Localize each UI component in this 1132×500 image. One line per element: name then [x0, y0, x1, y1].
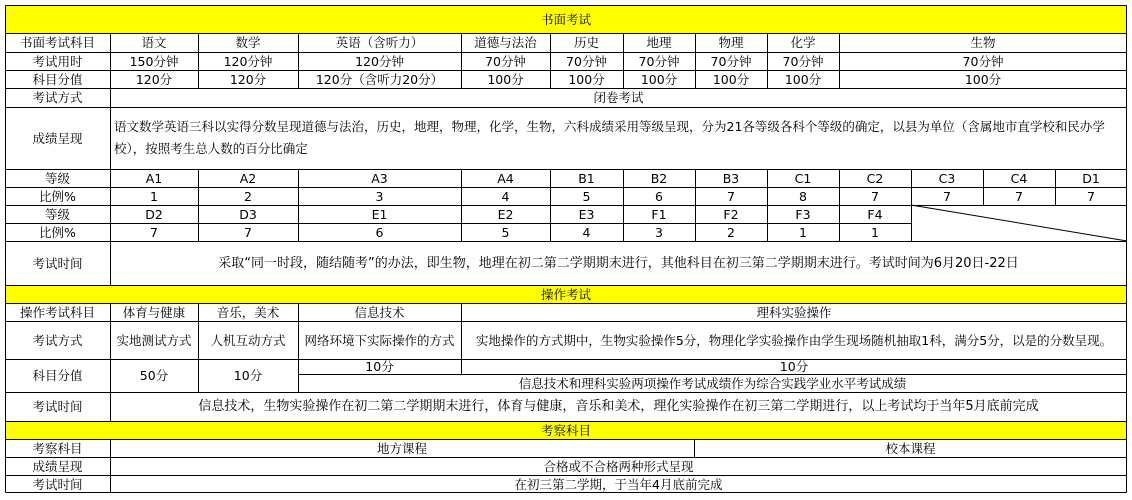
ratio-F2: 2 [727, 224, 735, 240]
subject-chinese: 语文 [141, 35, 167, 50]
grade-B2: B2 [650, 170, 668, 186]
practical-score-pe: 50分 [139, 368, 169, 383]
subject-history: 历史 [573, 35, 599, 50]
written-result-header: 成绩呈现 [32, 130, 83, 146]
time-morality-law: 70分钟 [485, 53, 526, 69]
practical-subject-music-art: 音乐，美术 [216, 304, 280, 320]
practical-exam-title: 操作考试 [5, 285, 1127, 303]
ratio-E2: 5 [501, 224, 510, 240]
grade-header-1: 等级 [44, 170, 70, 186]
grade-D2: D2 [145, 206, 163, 222]
score-chinese: 120分 [135, 71, 173, 87]
ratio-header-2: 比例% [39, 224, 76, 240]
time-physics: 70分钟 [710, 53, 752, 69]
time-chinese: 150分钟 [129, 53, 179, 69]
ratio-A1: 1 [150, 188, 158, 204]
grade-D1: D1 [1082, 170, 1100, 186]
practical-subject-pe: 体育与健康 [122, 304, 186, 320]
ratio-B3: 7 [727, 188, 735, 204]
ratio-C3: 7 [943, 188, 951, 204]
written-method: 闭卷考试 [593, 90, 644, 105]
grade-A2: A2 [239, 170, 257, 186]
score-chemistry: 100分 [784, 71, 822, 87]
grade-E3: E3 [578, 206, 595, 222]
inspection-result-text: 合格或不合格两种形式呈现 [543, 458, 694, 474]
time-history: 70分钟 [566, 53, 607, 69]
written-exam-title: 书面考试 [5, 5, 1127, 33]
grade-A1: A1 [145, 170, 163, 186]
practical-method-it: 网络环境下实际操作的方式 [304, 332, 455, 348]
ratio-E1: 6 [375, 224, 384, 240]
practical-score-header: 科目分值 [32, 368, 83, 383]
ratio-A2: 2 [244, 188, 252, 204]
ratio-E3: 4 [582, 224, 591, 240]
ratio-C4: 7 [1015, 188, 1023, 204]
subject-chemistry: 化学 [790, 35, 816, 50]
grade-D3: D3 [239, 206, 257, 222]
ratio-D2: 7 [150, 224, 158, 240]
practical-method-music-art: 人机互动方式 [210, 332, 286, 348]
ratio-B2: 6 [655, 188, 663, 204]
written-exam-time: 采取“同一时段，随结随考”的办法，即生物，地理在初二第二学期期末进行，其他科目在初三第二学期期末进行。考试时间为6月20日-22日 [218, 255, 1019, 271]
time-geography: 70分钟 [638, 53, 680, 69]
score-history: 100分 [568, 71, 605, 87]
grade-B3: B3 [722, 170, 740, 186]
subject-english: 英语（含听力） [335, 35, 424, 50]
score-english: 120分（含听力20分） [315, 71, 444, 87]
practical-method-header: 考试方式 [32, 332, 83, 348]
ratio-F4: 1 [871, 224, 879, 240]
ratio-F1: 3 [655, 224, 663, 240]
score-geography: 100分 [640, 71, 678, 87]
score-morality-law: 100分 [487, 71, 524, 87]
practical-time-header: 考试时间 [32, 399, 83, 414]
grade-F4: F4 [867, 206, 883, 222]
ratio-A4: 4 [501, 188, 510, 204]
ratio-D1: 7 [1087, 188, 1095, 204]
practical-subject-it: 信息技术 [354, 304, 405, 320]
time-chemistry: 70分钟 [782, 53, 824, 69]
practical-method-pe: 实地测试方式 [116, 332, 192, 348]
written-score-header: 科目分值 [32, 71, 83, 87]
ratio-header-1: 比例% [39, 188, 76, 204]
subject-biology: 生物 [970, 35, 996, 50]
practical-subjects-header: 操作考试科目 [19, 304, 95, 320]
ratio-F3: 1 [799, 224, 807, 240]
inspection-subject-school: 校本课程 [885, 440, 936, 456]
written-exam-time-header: 考试时间 [32, 255, 83, 271]
time-biology: 70分钟 [962, 53, 1004, 69]
grade-E2: E2 [497, 206, 514, 222]
practical-time-text: 信息技术，生物实验操作在初二第二学期期末进行，体育与健康，音乐和美术，理化实验操作在初三第二学期进行，以上考试均于当年5月底前完成 [198, 399, 1039, 414]
score-physics: 100分 [712, 71, 750, 87]
ratio-C1: 8 [799, 188, 807, 204]
grade-C2: C2 [866, 170, 884, 186]
grade-C1: C1 [794, 170, 812, 186]
grade-F3: F3 [795, 206, 811, 222]
subject-geography: 地理 [646, 35, 672, 50]
ratio-B1: 5 [582, 188, 591, 204]
practical-score-note: 信息技术和理科实验两项操作考试成绩作为综合实践学业水平考试成绩 [518, 375, 907, 391]
inspection-result-header: 成绩呈现 [32, 458, 83, 474]
grade-C4: C4 [1010, 170, 1028, 186]
grade-header-2: 等级 [44, 206, 70, 222]
score-biology: 100分 [964, 71, 1002, 87]
subject-math: 数学 [235, 35, 261, 50]
inspection-time-text: 在初三第二学期，于当年4月底前完成 [514, 476, 723, 492]
time-math: 120分钟 [223, 53, 273, 69]
grade-B1: B1 [578, 170, 595, 186]
written-time-header: 考试用时 [32, 53, 83, 69]
time-english: 120分钟 [355, 53, 404, 69]
ratio-C2: 7 [871, 188, 879, 204]
ratio-D3: 7 [244, 224, 252, 240]
inspection-subjects-header: 考察科目 [32, 440, 83, 456]
grade-F1: F1 [651, 206, 667, 222]
written-subjects-header: 书面考试科目 [19, 35, 95, 50]
grade-F2: F2 [723, 206, 739, 222]
grade-C3: C3 [938, 170, 956, 186]
grade-A3: A3 [371, 170, 388, 186]
written-result-text: 语文数学英语三科以实得分数呈现道德与法治，历史，地理，物理，化学，生物，六科成绩采用等级呈现，分为21各等级各科个等级的确定，以县为单位（含属地市直学校和民办学校），按照考生总人数的百分比确定 [114, 119, 1105, 156]
subject-physics: 物理 [718, 35, 744, 50]
written-method-header: 考试方式 [32, 90, 83, 105]
practical-score-music-art: 10分 [233, 368, 263, 383]
ratio-A3: 3 [375, 188, 384, 204]
practical-method-science-lab: 实地操作的方式期中，生物实验操作5分，物理化学实验操作由学生现场随机抽取1科，满分5分，以是的分数呈现。 [475, 332, 1113, 348]
inspection-subject-local: 地方课程 [376, 440, 427, 456]
grade-E1: E1 [371, 206, 388, 222]
practical-score-science-lab: 10分 [779, 359, 809, 374]
grade-A4: A4 [497, 170, 514, 186]
practical-score-it: 10分 [365, 359, 394, 374]
subject-morality-law: 道德与法治 [474, 35, 537, 50]
score-math: 120分 [229, 71, 267, 87]
inspection-title: 考察科目 [5, 421, 1127, 439]
inspection-time-header: 考试时间 [32, 476, 83, 492]
practical-subject-science-lab: 理科实验操作 [756, 304, 832, 320]
